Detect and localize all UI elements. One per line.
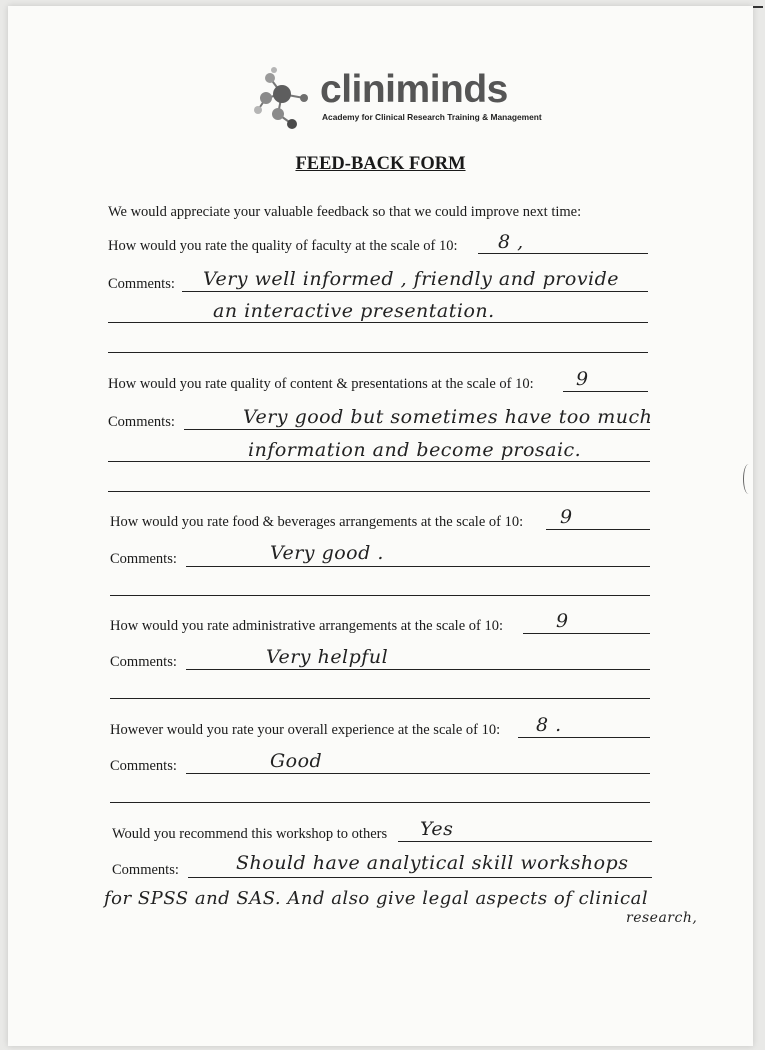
q5-question: However would you rate your overall experience at the scale of 10: <box>110 722 501 738</box>
q1-answer[interactable]: 8 , <box>498 231 524 253</box>
q5-answer-line <box>518 737 650 738</box>
q6-comment-2[interactable]: for SPSS and SAS. And also give legal aspects of clinical <box>104 888 649 909</box>
logo-tagline: Academy for Clinical Research Training & Management <box>322 112 542 122</box>
q3-comments-label: Comments: <box>110 551 177 567</box>
q6-question: Would you recommend this workshop to others <box>112 826 388 842</box>
q6-comments-label: Comments: <box>112 862 179 878</box>
molecule-icon <box>248 64 318 134</box>
q3-question: How would you rate food & beverages arrangements at the scale of 10: <box>110 514 524 530</box>
q1-comment-2[interactable]: an interactive presentation. <box>213 300 495 322</box>
form-intro: We would appreciate your valuable feedback so that we could improve next time: <box>108 204 582 220</box>
q2-comment-2[interactable]: information and become prosaic. <box>248 439 582 461</box>
q1-comment-1[interactable]: Very well informed , friendly and provide <box>203 268 620 290</box>
q3-comment-line-1 <box>186 566 650 567</box>
q6-answer-line <box>398 841 652 842</box>
q3-answer-line <box>546 529 650 530</box>
q2-comment-line-3 <box>108 491 650 492</box>
q6-comment-line-1 <box>188 877 652 878</box>
q6-answer[interactable]: Yes <box>420 818 454 840</box>
q1-comment-line-2 <box>108 322 648 323</box>
q2-comment-line-2 <box>108 461 650 462</box>
q1-comment-line-1 <box>182 291 648 292</box>
q1-comment-line-3 <box>108 352 648 353</box>
q5-comment-1[interactable]: Good <box>270 750 323 772</box>
q5-answer[interactable]: 8 . <box>536 714 562 736</box>
q2-comment-line-1 <box>184 429 650 430</box>
q4-answer-line <box>523 633 650 634</box>
q4-answer[interactable]: 9 <box>556 610 569 632</box>
q1-question: How would you rate the quality of faculty at the scale of 10: <box>108 238 458 254</box>
q4-comments-label: Comments: <box>110 654 177 670</box>
q3-comment-line-2 <box>110 595 650 596</box>
feedback-form-page <box>8 6 753 1046</box>
logo-name: cliniminds <box>320 68 508 111</box>
q1-answer-line <box>478 253 648 254</box>
q4-comment-line-1 <box>186 669 650 670</box>
q5-comment-line-1 <box>186 773 650 774</box>
q2-comments-label: Comments: <box>108 414 175 430</box>
q4-question: How would you rate administrative arrangements at the scale of 10: <box>110 618 503 634</box>
cliniminds-logo <box>248 64 542 134</box>
q1-comments-label: Comments: <box>108 276 175 292</box>
q2-comment-1[interactable]: Very good but sometimes have too much <box>243 406 653 428</box>
q5-comments-label: Comments: <box>110 758 177 774</box>
q5-comment-line-2 <box>110 802 650 803</box>
q6-comment-1[interactable]: Should have analytical skill workshops <box>236 852 629 874</box>
q3-comment-1[interactable]: Very good . <box>270 542 384 564</box>
q4-comment-1[interactable]: Very helpful <box>266 646 389 668</box>
q2-question: How would you rate quality of content & presentations at the scale of 10: <box>108 376 534 392</box>
q2-answer[interactable]: 9 <box>576 368 589 390</box>
q6-comment-3[interactable]: research, <box>626 910 698 926</box>
edge-mark <box>753 6 763 8</box>
q2-answer-line <box>563 391 648 392</box>
margin-pencil-mark <box>743 464 754 494</box>
q3-answer[interactable]: 9 <box>560 506 573 528</box>
form-title: FEED-BACK FORM <box>295 154 466 174</box>
q4-comment-line-2 <box>110 698 650 699</box>
